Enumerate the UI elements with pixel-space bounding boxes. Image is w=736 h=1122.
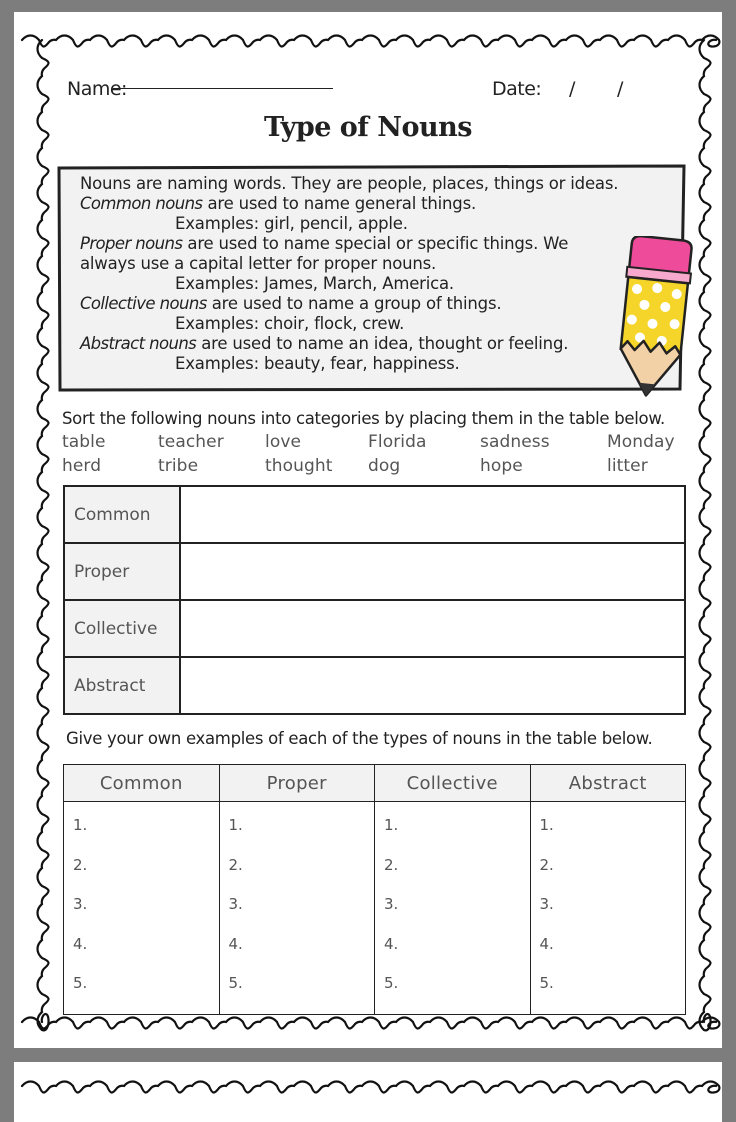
proper-definition-cont: always use a capital letter for proper nouns. — [80, 254, 437, 273]
example-line-number: 2. — [384, 855, 399, 874]
answer-cell-proper[interactable] — [180, 543, 685, 600]
abstract-term: Abstract nouns — [80, 334, 197, 353]
date-slash: / — [569, 78, 575, 100]
example-line-number: 1. — [539, 816, 554, 834]
example-line-number: 2. — [539, 855, 554, 874]
table-row — [64, 600, 685, 657]
column-header-proper: Proper — [219, 765, 375, 802]
abstract-examples: Examples: beauty, fear, happiness. — [175, 354, 460, 373]
row-label-common: Common — [64, 486, 180, 543]
date-label: Date: — [492, 78, 542, 100]
word-bank-item: thought — [265, 456, 333, 476]
example-line-number: 3. — [73, 895, 88, 913]
page-title: Type of Nouns — [264, 112, 472, 143]
word-bank-item: hope — [480, 456, 523, 476]
common-definition: are used to name general things. — [202, 194, 477, 213]
answer-cell-collective[interactable] — [180, 600, 685, 657]
examples-instruction: Give your own examples of each of the types of nouns in the table below. — [66, 729, 653, 748]
examples-column-proper[interactable] — [219, 802, 375, 1015]
table-row — [64, 486, 685, 543]
example-line-number: 1. — [73, 816, 88, 834]
answer-cell-common[interactable] — [180, 486, 685, 543]
example-line-number: 3. — [228, 895, 243, 913]
examples-column-common[interactable] — [64, 802, 220, 1015]
pencil-icon — [616, 236, 694, 402]
examples-column-abstract[interactable] — [530, 802, 686, 1015]
word-bank-item: Monday — [607, 432, 675, 452]
proper-term: Proper nouns — [80, 234, 183, 253]
column-header-collective: Collective — [375, 765, 531, 802]
definition-intro: Nouns are naming words. They are people, places, things or ideas. — [80, 174, 619, 193]
proper-examples: Examples: James, March, America. — [175, 274, 454, 293]
examples-table — [63, 764, 686, 1015]
example-line-number: 4. — [384, 934, 399, 953]
example-line-number: 2. — [73, 855, 88, 874]
collective-term: Collective nouns — [80, 294, 207, 313]
collective-definition: are used to name a group of things. — [206, 294, 502, 313]
row-label-collective: Collective — [64, 600, 180, 657]
examples-column-collective[interactable] — [375, 802, 531, 1015]
word-bank-item: teacher — [158, 432, 224, 452]
example-line-number: 5. — [228, 974, 243, 992]
sort-instruction: Sort the following nouns into categories by placing them in the table below. — [62, 409, 665, 428]
example-line-number: 1. — [384, 816, 399, 834]
column-header-common: Common — [64, 765, 220, 802]
example-line-number: 4. — [228, 934, 243, 953]
common-term: Common nouns — [80, 194, 203, 213]
table-row — [64, 543, 685, 600]
date-day-field[interactable] — [584, 86, 612, 100]
example-line-number: 5. — [73, 974, 88, 992]
table-row — [64, 657, 685, 714]
date-slash: / — [617, 78, 623, 100]
abstract-definition: are used to name an idea, thought or feeling. — [196, 334, 569, 353]
row-label-abstract: Abstract — [64, 657, 180, 714]
word-bank-item: Florida — [368, 432, 427, 452]
word-bank-item: tribe — [158, 456, 199, 476]
word-bank-item: sadness — [480, 432, 550, 452]
example-line-number: 4. — [539, 934, 554, 953]
word-bank-item: dog — [368, 456, 401, 476]
word-bank-item: litter — [607, 456, 648, 476]
proper-definition: are used to name special or specific things. We — [182, 234, 569, 253]
answer-cell-abstract[interactable] — [180, 657, 685, 714]
word-bank-item: herd — [62, 456, 102, 476]
example-line-number: 3. — [384, 895, 399, 913]
example-line-number: 5. — [384, 974, 399, 992]
date-month-field[interactable] — [540, 86, 564, 100]
name-label: Name: — [67, 78, 127, 100]
word-bank-item: table — [62, 432, 106, 452]
example-line-number: 4. — [73, 934, 88, 953]
collective-examples: Examples: choir, flock, crew. — [175, 314, 405, 333]
word-bank-item: love — [265, 432, 302, 452]
definitions — [80, 174, 680, 374]
example-line-number: 5. — [539, 974, 554, 992]
row-label-proper: Proper — [64, 543, 180, 600]
example-line-number: 1. — [228, 816, 243, 834]
date-year-field[interactable] — [630, 86, 670, 100]
example-line-number: 3. — [539, 895, 554, 913]
common-examples: Examples: girl, pencil, apple. — [175, 214, 408, 233]
column-header-abstract: Abstract — [530, 765, 686, 802]
sort-table — [63, 485, 686, 715]
example-line-number: 2. — [228, 855, 243, 874]
name-field[interactable] — [113, 88, 333, 89]
